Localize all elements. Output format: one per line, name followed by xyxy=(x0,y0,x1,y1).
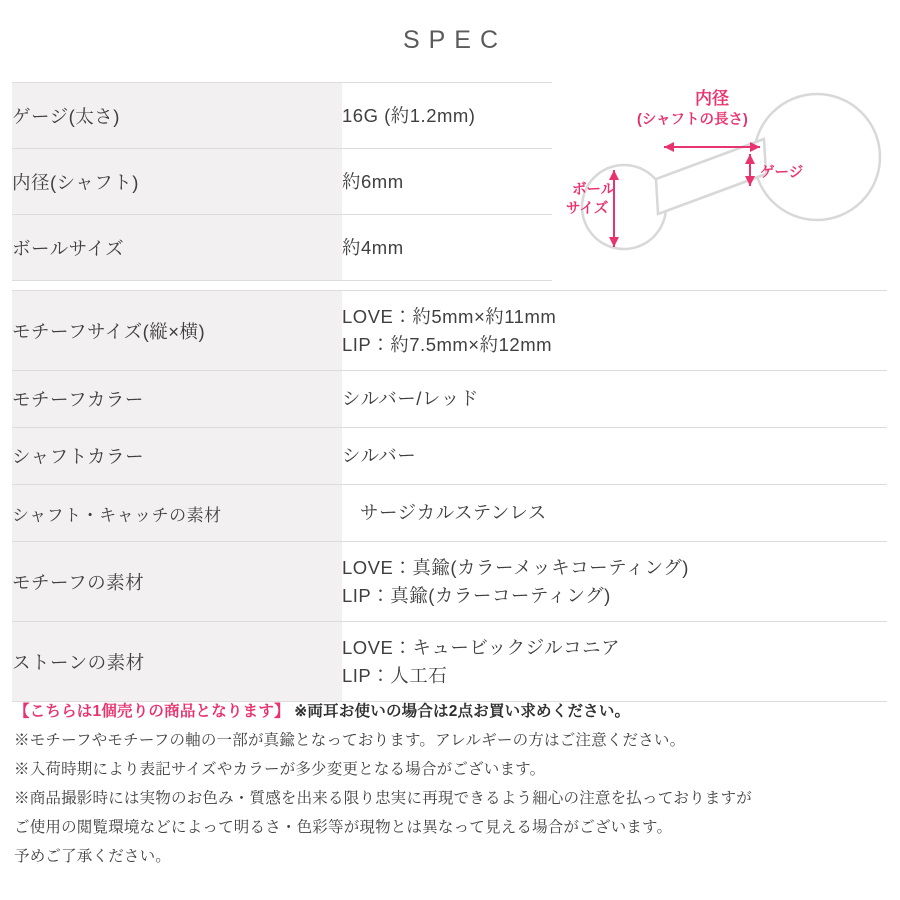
row-label: モチーフカラー xyxy=(12,371,342,428)
note-1-highlight: 【こちらは1個売りの商品となります】 xyxy=(14,703,290,720)
table-row xyxy=(12,428,887,485)
row-value xyxy=(342,428,887,485)
table-row xyxy=(12,622,887,702)
note-line-4: ※商品撮影時には実物のお色み・質感を出来る限り忠実に再現できるよう細心の注意を払っておりますが xyxy=(14,790,752,808)
note-line-1 xyxy=(14,700,894,724)
row-value xyxy=(342,149,552,215)
row-label: シャフト・キャッチの素材 xyxy=(12,485,342,542)
row-value-line: LIP：約7.5mm×約12mm xyxy=(342,333,553,355)
row-value-line: LIP：真鍮(カラーコーティング) xyxy=(342,584,611,606)
row-value xyxy=(342,291,887,371)
row-label: シャフトカラー xyxy=(12,428,342,485)
note-1-text: ※両耳お使いの場合は2点お買い求めください。 xyxy=(294,703,631,720)
label-ball-size-1: ボール xyxy=(572,182,616,198)
row-value xyxy=(342,622,887,702)
note-line-6: 予めご了承ください。 xyxy=(14,848,172,866)
row-value xyxy=(342,485,887,542)
label-ball-size-2: サイズ xyxy=(566,201,609,217)
row-value-line: 16G (約1.2mm) xyxy=(342,104,476,126)
label-inner-diameter-sub: (シャフトの長さ) xyxy=(637,112,748,128)
row-label: モチーフの素材 xyxy=(12,542,342,622)
label-inner-diameter: 内径 xyxy=(695,89,729,108)
row-label: ゲージ(太さ) xyxy=(12,83,342,149)
table-row xyxy=(12,83,552,149)
row-value-line: LIP：人工石 xyxy=(342,664,448,686)
table-row xyxy=(12,371,887,428)
note-line-2: ※モチーフやモチーフの軸の一部が真鍮となっております。アレルギーの方はご注意ください。 xyxy=(14,732,686,750)
row-label: ボールサイズ xyxy=(12,215,342,281)
note-line-5: ご使用の閲覧環境などによって明るさ・色彩等が現物とは異なって見える場合がございます。 xyxy=(14,819,673,837)
row-label: ストーンの素材 xyxy=(12,622,342,702)
spec-table-details xyxy=(12,290,887,702)
row-value-line: LOVE：真鍮(カラーメッキコーティング) xyxy=(342,556,689,578)
row-value xyxy=(342,371,887,428)
table-row xyxy=(12,542,887,622)
table-row xyxy=(12,215,552,281)
table-row xyxy=(12,291,887,371)
page-title: SPEC xyxy=(402,26,508,54)
row-value-line: LOVE：キュービックジルコニア xyxy=(342,636,621,658)
note-line-3: ※入荷時期により表記サイズやカラーが多少変更となる場合がございます。 xyxy=(14,761,546,779)
row-value-line: サージカルステンレス xyxy=(360,502,547,524)
table-row xyxy=(12,149,552,215)
row-value xyxy=(342,215,552,281)
label-gauge: ゲージ xyxy=(760,165,804,181)
row-label: モチーフサイズ(縦×横) xyxy=(12,291,342,371)
row-value xyxy=(342,542,887,622)
row-value-line: 約4mm xyxy=(342,236,404,258)
row-value-line: シルバー/レッド xyxy=(342,388,479,410)
table-row xyxy=(12,485,887,542)
row-label: 内径(シャフト) xyxy=(12,149,342,215)
row-value-line: 約6mm xyxy=(342,170,404,192)
row-value xyxy=(342,83,552,149)
row-value-line: シルバー xyxy=(342,445,417,467)
notes-section xyxy=(14,700,894,874)
spec-table-basic xyxy=(12,82,552,281)
row-value-line: LOVE：約5mm×約11mm xyxy=(342,305,557,327)
piercing-dimension-diagram xyxy=(552,82,894,277)
